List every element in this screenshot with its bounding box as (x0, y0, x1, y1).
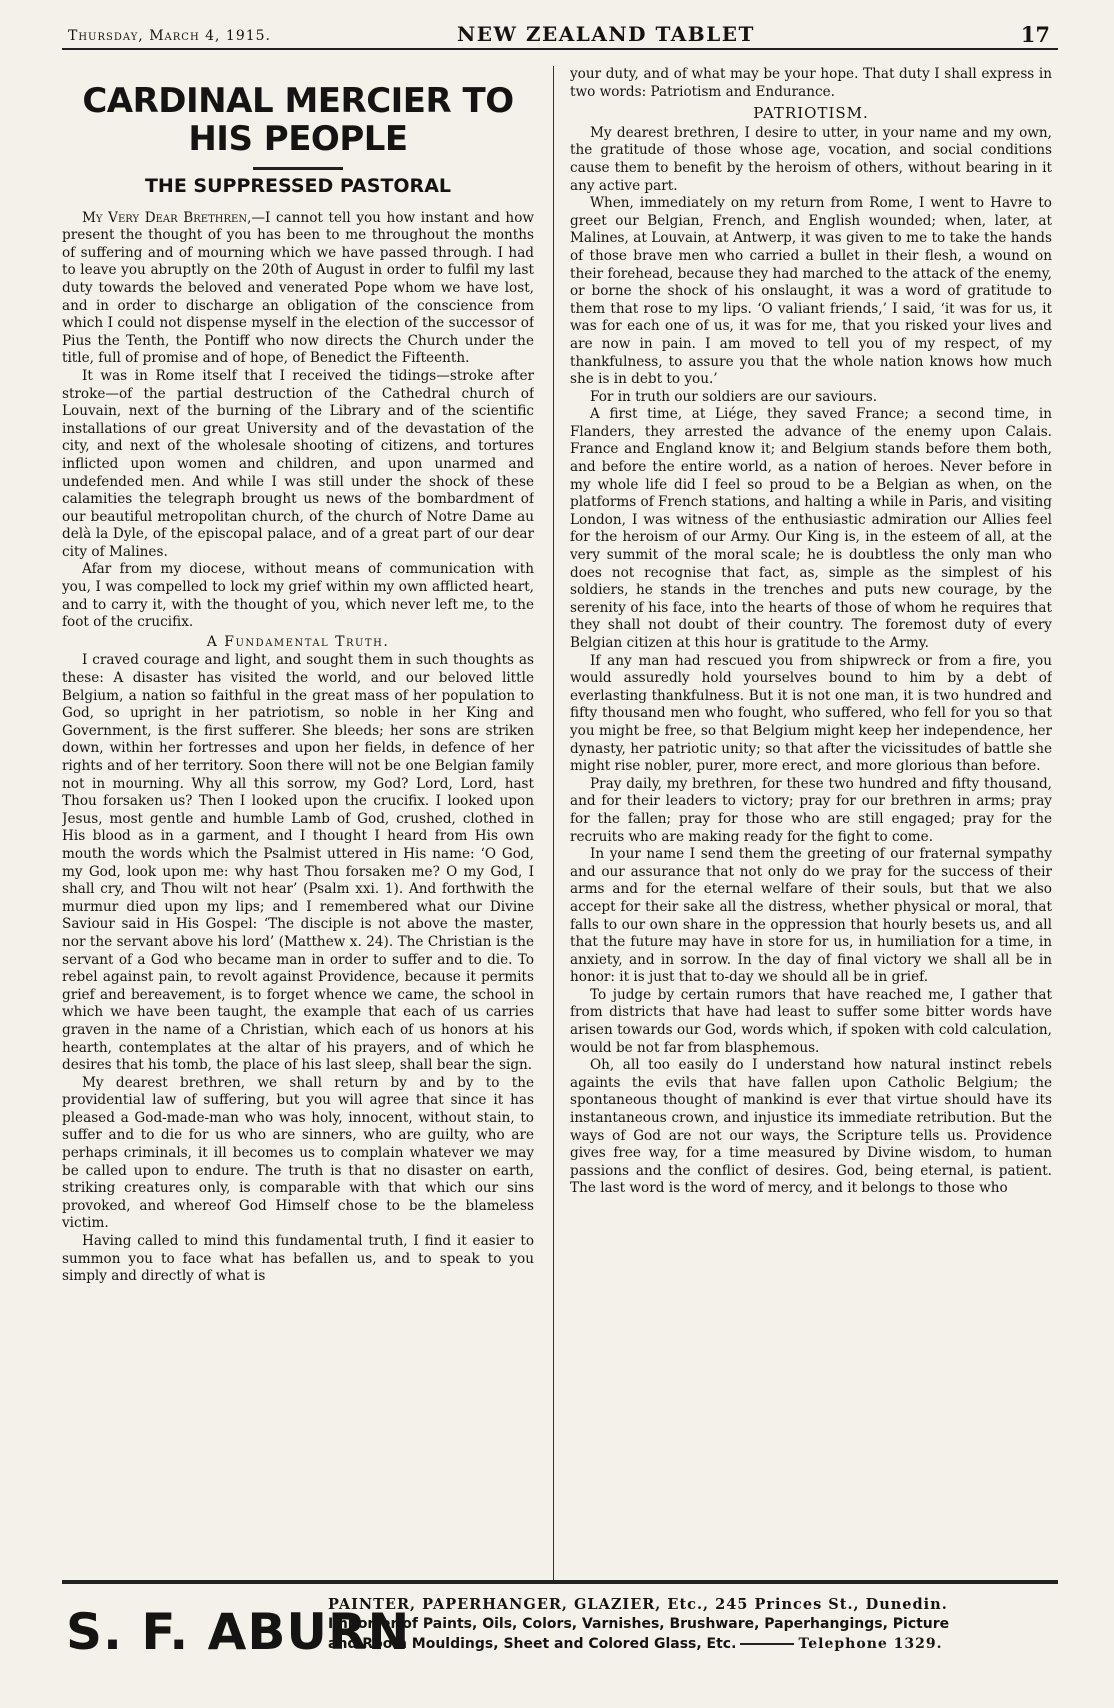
section-heading: PATRIOTISM. (753, 104, 869, 123)
paragraph: For in truth our soldiers are our saviours. (590, 388, 878, 405)
advertiser-name: S. F. ABURN (66, 1603, 411, 1661)
ad-trade-line: PAINTER, PAPERHANGER, GLAZIER, Etc., 245 Princes St., Dunedin. (328, 1596, 948, 1613)
paragraph: To judge by certain rumors that have reached me, I gather that from districts that have had least to suffer some bitter words have arisen towards our God, words which, if spoken with cold calculation, would be not far from blasphemous. (570, 986, 1052, 1056)
paragraph: If any man had rescued you from shipwreck or from a fire, you would assuredly hold yourselves bound to him by a debt of everlasting thankfulness. But it is not one man, it is two hundred and fifty thousand men who fought, who suffered, who fell for you so that you might be free, so that Belgium might keep her independence, her dynasty, her patriotic unity; so that after the vicissitudes of battle she might rise nobler, purer, more erect, and more glorious than before. (570, 652, 1052, 775)
paragraph: It was in Rome itself that I received the tidings—stroke after stroke—of the partial destruction of the Cathedral church of Louvain, next of the burning of the Library and of the scientific installations of our great University and of the devastation of the city, and next of the wholesale shooting of citizens, and tortures inflicted upon women and children, and upon unarmed and undefended men. And while I was still under the shock of these calamities the telegraph brought us news of the bombardment of our beautiful metropolitan church, of the church of Notre Dame au delà la Dyle, of the episcopal palace, and of a great part of our dear city of Malines. (62, 367, 534, 560)
page-number: 17 (1020, 22, 1050, 47)
page-header (62, 24, 1058, 50)
leader-dash (740, 1643, 794, 1645)
article-subtitle: THE SUPPRESSED PASTORAL (144, 175, 452, 197)
column-divider (553, 66, 554, 1580)
section-heading: A Fundamental Truth. (206, 633, 390, 650)
newspaper-title: NEW ZEALAND TABLET (457, 22, 755, 46)
paragraph: In your name I send them the greeting of our fraternal sympathy and our assurance that not only do we pray for the success of their arms and for the eternal welfare of their souls, but that we also accept for their sake all the distress, whether physical or moral, that falls to our own share in the oppression that hourly besets us, and all that the future may have in store for us, in humiliation for a time, in anxiety, and in sorrow. In the day of final victory we shall all be in honor: it is just that to-day we should all be in grief. (570, 846, 1052, 986)
right-column (570, 66, 1052, 1580)
ad-goods-line: Importer of Paints, Oils, Colors, Varnishes, Brushware, Paperhangings, Picture (328, 1616, 950, 1632)
left-column (62, 66, 534, 1580)
opening-words: My Very Dear Brethren, (82, 209, 252, 226)
paragraph: My dearest brethren, we shall return by and by to the providential law of suffering, but you will agree that since it has pleased a God-made-man who was holy, innocent, without stain, to suffer and to die for us who are sinners, who are guilty, who are perhaps criminals, it ill becomes us to complain whatever we may be called upon to endure. The truth is that no disaster on earth, striking creatures only, is comparable with that which our sins provoked, and whereof God Himself chose to be the blameless victim. (62, 1074, 534, 1232)
paragraph: Afar from my diocese, without means of communication with you, I was compelled to lock my grief within my own afflicted heart, and to carry it, with the thought of you, which never left me, to the foot of the crucifix. (62, 561, 534, 631)
paragraph: your duty, and of what may be your hope. That duty I shall express in two words: Patriotism and Endurance. (570, 66, 1052, 100)
paragraph: My dearest brethren, I desire to utter, in your name and my own, the gratitude of those whose age, vocation, and social conditions cause them to benefit by the heroism of others, without bearing in it any active part. (570, 124, 1052, 194)
ad-goods-text: and Room Mouldings, Sheet and Colored Glass, Etc. (328, 1636, 737, 1652)
issue-date: Thursday, March 4, 1915. (68, 28, 271, 44)
paragraph: Pray daily, my brethren, for these two hundred and fifty thousand, and for their leaders to victory; pray for our brethren in arms; pray for the fallen; pray for those who are still engaged; pray for the recruits who are making ready for the fight to come. (570, 775, 1052, 845)
paragraph-text: —I cannot tell you how instant and how present the thought of you has been to me throughout the months of suffering and of mourning which we have passed through. I had to leave you abruptly on the 20th of August in order to fulfil my last duty towards the beloved and venerated Pope whom we have lost, and in order to discharge an obligation of the conscience from which I could not dispense myself in the election of the successor of Pius the Tenth, the Pontiff who now directs the Church under the title, full of promise and of hope, of Benedict the Fifteenth. (62, 209, 534, 367)
paragraph: I craved courage and light, and sought them in such thoughts as these: A disaster has visited the world, and our beloved little Belgium, a nation so faithful in the great mass of her population to God, so upright in her patriotism, so noble in her King and Government, is the first sufferer. She bleeds; her sons are striken down, within her fortresses and upon her fields, in defence of her rights and of her territory. Soon there will not be one Belgian family not in mourning. Why all this sorrow, my God? Lord, Lord, hast Thou forsaken us? Then I looked upon the crucifix. I looked upon Jesus, most gentle and humble Lamb of God, crushed, clothed in His blood as in a garment, and I thought I heard from His own mouth the words which the Psalmist uttered in His name: ‘O God, my God, look upon me: why hast Thou forsaken me? O my God, I shall cry, and Thou wilt not hear’ (Psalm xxi. 1). And forthwith the murmur died upon my lips; and I remembered what our Divine Saviour said in His Gospel: ‘The disciple is not above the master, nor the servant above his lord’ (Matthew x. 24). The Christian is the servant of a God who became man in order to suffer and to die. To rebel against pain, to revolt against Providence, because it permits grief and bereavement, is to forget whence we came, the school in which we have been taught, the example that each of us carries graven in the name of a Christian, which each of us honors at his hearth, contemplates at the altar of his prayers, and of which he desires that his tomb, the place of his last sleep, shall bear the sign. (62, 652, 534, 1074)
ad-telephone: Telephone 1329. (798, 1636, 943, 1652)
title-ornament (62, 160, 534, 168)
paragraph: Having called to mind this fundamental truth, I find it easier to summon you to face what has befallen us, and to speak to you simply and directly of what is (62, 1233, 534, 1285)
paragraph: A first time, at Liége, they saved France; a second time, in Flanders, they arrested the advance of the enemy upon Calais. France and England know it; and Belgium stands before them both, and before the entire world, as a nation of heroes. Never before in my whole life did I feel so proud to be a Belgian as when, on the platforms of French stations, and halting a while in Paris, and visiting London, I was witness of the enthusiastic admiration our Allies feel for the heroism of our Army. Our King is, in the esteem of all, at the very summit of the moral scale; he is doubtless the only man who does not recognise that fact, as, simple as the simplest of his soldiers, he stands in the trenches and puts new courage, by the serenity of his face, into the hearts of those of whom he requires that they shall not doubt of their country. The foremost duty of every Belgian citizen at this hour is gratitude to the Army. (570, 406, 1052, 651)
ad-goods-line-2 (328, 1636, 1058, 1652)
paragraph (62, 210, 534, 368)
paragraph: Oh, all too easily do I understand how natural instinct rebels againts the evils that have fallen upon Catholic Belgium; the spontaneous thought of mankind is ever that virtue should have its instantaneous crown, and injustice its immediate retribution. But the ways of God are not our ways, the Scripture tells us. Providence gives free way, for a time measured by Divine wisdom, to human passions and the conflict of desires. God, being eternal, is patient. The last word is the word of mercy, and it belongs to those who (570, 1057, 1052, 1197)
paragraph: When, immediately on my return from Rome, I went to Havre to greet our Belgian, French, and English wounded; when, later, at Malines, at Louvain, at Antwerp, it was given to me to take the hands of those brave men who carried a bullet in their flesh, a wound on their forehead, because they had marched to the attack of the enemy, or borne the shock of his onslaught, it was a word of gratitude to them that rose to my lips. ‘O valiant friends,’ I said, ‘it was for us, it was for each one of us, it was for me, that you risked your lives and are now in pain. I am moved to tell you of my respect, of my thankfulness, to assure you that the whole nation knows how much she is in debt to you.’ (570, 195, 1052, 388)
article-title: CARDINAL MERCIER TO HIS PEOPLE (82, 81, 514, 159)
advertisement (62, 1580, 1058, 1700)
